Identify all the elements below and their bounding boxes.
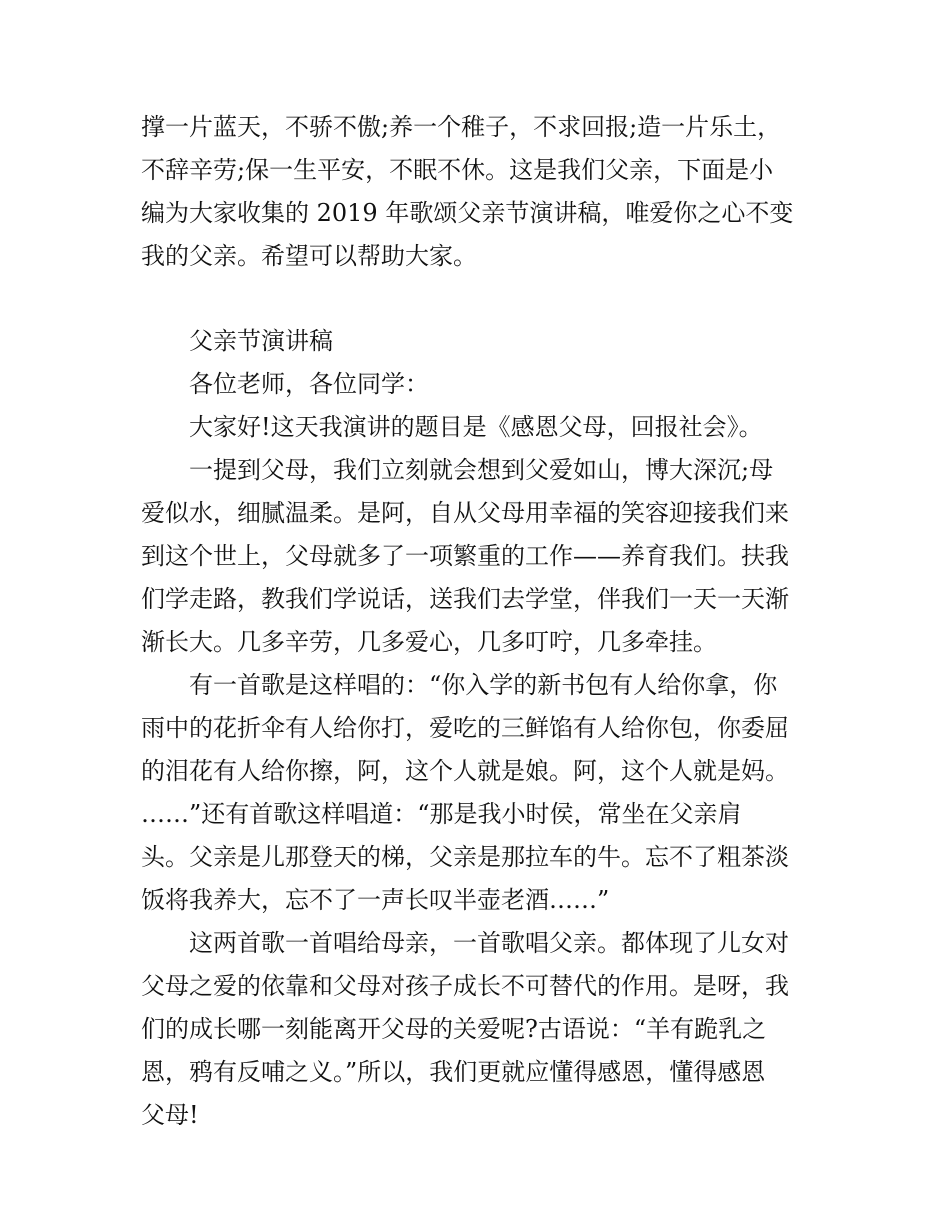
intro-line: 我的父亲。希望可以帮助大家。 xyxy=(141,242,477,270)
paragraph-line: 一提到父母，我们立刻就会想到父爱如山，博大深沉;母 xyxy=(189,456,774,484)
paragraph-line: 头。父亲是儿那登天的梯，父亲是那拉车的牛。忘不了粗茶淡 xyxy=(141,843,789,871)
paragraph-line: ……”还有首歌这样唱道：“那是我小时侯，常坐在父亲肩 xyxy=(141,800,742,828)
paragraph-line: 到这个世上，父母就多了一项繁重的工作——养育我们。扶我 xyxy=(141,542,789,570)
intro-line: 撑一片蓝天，不骄不傲;养一个稚子，不求回报;造一片乐土， xyxy=(141,113,782,141)
paragraph-line: 这两首歌一首唱给母亲，一首歌唱父亲。都体现了儿女对 xyxy=(189,929,789,957)
paragraph-line: 饭将我养大，忘不了一声长叹半壶老酒……” xyxy=(141,886,610,914)
paragraph-line: 父母之爱的依靠和父母对孩子成长不可替代的作用。是呀，我 xyxy=(141,972,789,1000)
greeting: 各位老师，各位同学： xyxy=(189,370,429,398)
paragraph-line: 有一首歌是这样唱的：“你入学的新书包有人给你拿，你 xyxy=(189,671,778,699)
paragraph-line: 的泪花有人给你擦，阿，这个人就是娘。阿，这个人就是妈。 xyxy=(141,757,789,785)
paragraph-line: 恩，鸦有反哺之义。”所以，我们更就应懂得感恩，懂得感恩 xyxy=(141,1058,766,1086)
paragraph-line: 渐长大。几多辛劳，几多爱心，几多叮咛，几多牵挂。 xyxy=(141,628,717,656)
intro-line: 编为大家收集的 2019 年歌颂父亲节演讲稿，唯爱你之心不变 xyxy=(141,199,794,227)
intro-line: 不辞辛劳;保一生平安，不眠不休。这是我们父亲，下面是小 xyxy=(141,156,774,184)
speech-title: 父亲节演讲稿 xyxy=(189,327,333,355)
paragraph-line: 爱似水，细腻温柔。是阿，自从父母用幸福的笑容迎接我们来 xyxy=(141,499,789,527)
paragraph-line: 雨中的花折伞有人给你打，爱吃的三鲜馅有人给你包，你委屈 xyxy=(141,714,789,742)
paragraph-line: 父母! xyxy=(141,1101,199,1129)
paragraph-line: 们学走路，教我们学说话，送我们去学堂，伴我们一天一天渐 xyxy=(141,585,789,613)
opening-line: 大家好!这天我演讲的题目是《感恩父母，回报社会》。 xyxy=(189,413,763,441)
paragraph-line: 们的成长哪一刻能离开父母的关爱呢?古语说：“羊有跪乳之 xyxy=(141,1015,767,1043)
